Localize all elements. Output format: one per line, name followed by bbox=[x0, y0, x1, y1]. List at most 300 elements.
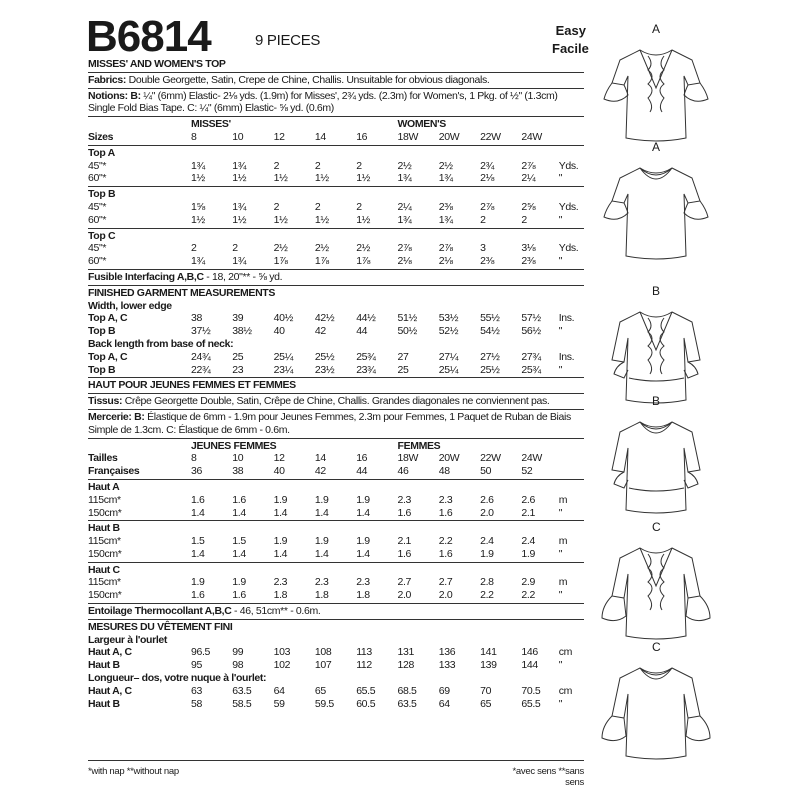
row-value: 1¾ bbox=[438, 172, 453, 185]
row-value: 2 bbox=[356, 200, 362, 213]
row-value: 1.9 bbox=[356, 493, 370, 506]
row-value: 133 bbox=[438, 659, 456, 672]
section-block bbox=[88, 228, 584, 269]
row-value: 136 bbox=[438, 646, 456, 659]
row-label: 115cm* bbox=[88, 493, 121, 506]
garment-outline bbox=[612, 168, 700, 259]
top-view-a-illustration bbox=[596, 156, 726, 274]
top-view-c-illustration bbox=[596, 656, 726, 774]
row-value: 2.6 bbox=[521, 493, 535, 506]
row-label: Sizes bbox=[88, 130, 114, 143]
row-unit: " bbox=[558, 697, 563, 710]
row-value: 1.6 bbox=[397, 547, 412, 560]
info-paragraph bbox=[88, 74, 584, 87]
row-value: 65.5 bbox=[356, 684, 376, 697]
subheading: Haut C bbox=[88, 563, 120, 576]
row-unit: m bbox=[558, 576, 568, 589]
section-block bbox=[88, 479, 584, 520]
row-value: 113 bbox=[356, 646, 372, 659]
row-value: 16 bbox=[356, 452, 368, 465]
subheading: Largeur à l'ourlet bbox=[88, 633, 168, 646]
row-value: 2.9 bbox=[521, 576, 535, 589]
table-row bbox=[88, 160, 584, 173]
piece-count: 9 PIECES bbox=[255, 32, 321, 49]
row-value: 107 bbox=[314, 659, 332, 672]
row-value: 1.6 bbox=[438, 547, 453, 560]
row-value: 1.8 bbox=[314, 589, 329, 602]
row-value: 64 bbox=[273, 684, 285, 697]
row-value: 2.3 bbox=[397, 493, 412, 506]
paragraph-text: Crêpe Georgette Double, Satin, Crêpe de Chine, Challis. Grandes diagonales ne conviennent pas. bbox=[122, 395, 550, 408]
row-value: 146 bbox=[521, 646, 538, 659]
row-value: 14 bbox=[314, 130, 326, 143]
row-value: 2.4 bbox=[480, 535, 494, 548]
table-row bbox=[88, 452, 584, 465]
row-value: 16 bbox=[356, 130, 368, 143]
row-value: 2½ bbox=[273, 242, 288, 255]
row-value: 2.3 bbox=[273, 576, 288, 589]
row-value: 1⅞ bbox=[314, 255, 329, 268]
row-value: 1.6 bbox=[232, 493, 246, 506]
row-value: 2 bbox=[273, 200, 280, 213]
row-value: 1.9 bbox=[314, 535, 329, 548]
paragraph-label: Tissus: bbox=[88, 395, 123, 408]
row-value: 2 bbox=[191, 242, 197, 255]
row-value: 36 bbox=[191, 465, 202, 478]
paragraph-label: Fusible Interfacing A,B,C bbox=[88, 270, 204, 283]
section-block bbox=[88, 603, 584, 619]
row-label: Haut A, C bbox=[88, 646, 132, 659]
row-value: 59 bbox=[273, 697, 285, 710]
divider bbox=[88, 760, 584, 761]
row-value: 25¾ bbox=[521, 363, 541, 376]
table-row bbox=[88, 325, 584, 338]
paragraph-label: Entoilage Thermocollant A,B,C bbox=[88, 605, 232, 618]
row-value: 63.5 bbox=[397, 697, 417, 710]
table-row bbox=[88, 548, 584, 561]
row-value: 2⅞ bbox=[397, 242, 412, 255]
row-value: 44 bbox=[356, 325, 368, 338]
subheading: Top A bbox=[88, 146, 115, 159]
row-value: 53½ bbox=[438, 312, 459, 325]
table-row bbox=[88, 214, 584, 227]
section-block bbox=[88, 438, 584, 479]
row-value: 1½ bbox=[314, 213, 329, 226]
row-unit: " bbox=[558, 255, 563, 268]
row-label: 150cm* bbox=[88, 506, 122, 519]
row-value: 1.5 bbox=[232, 535, 246, 548]
row-value: 1¾ bbox=[232, 255, 247, 268]
row-value: 38½ bbox=[232, 325, 252, 338]
row-value: 2½ bbox=[397, 159, 412, 172]
row-value: 2⅞ bbox=[438, 242, 453, 255]
row-value: 39 bbox=[232, 312, 244, 325]
row-value: 25¼ bbox=[438, 363, 459, 376]
row-value: 8 bbox=[191, 130, 197, 143]
row-value: 2.0 bbox=[397, 589, 412, 602]
row-value: 12 bbox=[273, 452, 285, 465]
top-view-a-illustration bbox=[596, 38, 726, 156]
row-value: 1.4 bbox=[191, 547, 205, 560]
row-value: 139 bbox=[480, 659, 497, 672]
row-value: 55½ bbox=[480, 312, 500, 325]
row-value: 22W bbox=[480, 452, 501, 465]
row-value: 1½ bbox=[314, 172, 329, 185]
row-label: Françaises bbox=[88, 465, 140, 478]
garment-outline bbox=[612, 548, 700, 639]
table-row bbox=[88, 351, 584, 364]
row-value: 2⅜ bbox=[438, 200, 453, 213]
row-value: 2.8 bbox=[480, 576, 494, 589]
row-value: 1.9 bbox=[191, 576, 205, 589]
row-value: 24W bbox=[521, 130, 542, 143]
row-value: 2⅞ bbox=[480, 200, 494, 213]
row-label: Top A, C bbox=[88, 312, 128, 325]
row-value: 2 bbox=[314, 159, 321, 172]
row-value: 44½ bbox=[356, 312, 376, 325]
row-label: 115cm* bbox=[88, 576, 121, 589]
subheading: Longueur– dos, votre nuque à l'ourlet: bbox=[88, 672, 267, 685]
row-value: 40½ bbox=[273, 312, 293, 325]
row-value: 2¼ bbox=[521, 172, 536, 185]
row-value: 1½ bbox=[191, 213, 205, 226]
section-block bbox=[88, 520, 584, 561]
row-label: Top B bbox=[88, 325, 116, 338]
row-value: 57½ bbox=[521, 312, 541, 325]
table-row bbox=[88, 242, 584, 255]
row-label: 150cm* bbox=[88, 589, 122, 602]
row-value: 2.2 bbox=[521, 589, 535, 602]
row-value: 1⅞ bbox=[273, 255, 288, 268]
row-value: 2.2 bbox=[480, 589, 494, 602]
row-unit: " bbox=[558, 325, 563, 338]
row-value: 1.6 bbox=[191, 493, 205, 506]
row-label: 45"* bbox=[88, 200, 107, 213]
size-group-header bbox=[88, 440, 584, 453]
row-value: 51½ bbox=[397, 312, 417, 325]
row-value: 20W bbox=[438, 130, 460, 143]
row-value: 1¾ bbox=[191, 255, 205, 268]
row-label: Tailles bbox=[88, 452, 118, 465]
row-value: 2⅛ bbox=[438, 255, 453, 268]
row-unit: " bbox=[558, 547, 563, 560]
row-value: 18W bbox=[397, 452, 419, 465]
table-row bbox=[88, 172, 584, 185]
row-value: 1.4 bbox=[232, 506, 246, 519]
row-value: 63 bbox=[191, 684, 202, 697]
size-group-label: JEUNES FEMMES bbox=[191, 439, 277, 452]
row-value: 27¾ bbox=[521, 350, 541, 363]
row-label: 115cm* bbox=[88, 535, 121, 548]
row-value: 42½ bbox=[314, 312, 335, 325]
section-block bbox=[88, 72, 584, 88]
row-unit: " bbox=[558, 172, 563, 185]
row-value: 23 bbox=[232, 363, 244, 376]
row-value: 27½ bbox=[480, 350, 500, 363]
row-value: 52½ bbox=[438, 325, 459, 338]
row-value: 70.5 bbox=[521, 684, 541, 697]
row-value: 59.5 bbox=[314, 697, 334, 710]
subheading: Back length from base of neck: bbox=[88, 337, 234, 350]
section-block bbox=[88, 145, 584, 186]
row-value: 2.7 bbox=[438, 576, 453, 589]
section-heading: MESURES DU VÊTEMENT FINI bbox=[88, 620, 233, 633]
row-value: 65 bbox=[314, 684, 326, 697]
row-value: 1½ bbox=[273, 213, 288, 226]
row-value: 2.3 bbox=[438, 493, 453, 506]
table-row bbox=[88, 646, 584, 659]
row-value: 1⅞ bbox=[356, 255, 371, 268]
row-value: 25 bbox=[397, 363, 409, 376]
row-value: 52 bbox=[521, 465, 533, 478]
row-value: 23¾ bbox=[356, 363, 376, 376]
row-value: 141 bbox=[480, 646, 497, 659]
row-value: 96.5 bbox=[191, 646, 211, 659]
row-value: 98 bbox=[232, 659, 244, 672]
row-value: 1¾ bbox=[191, 159, 205, 172]
row-value: 1.9 bbox=[521, 547, 535, 560]
garment-outline bbox=[612, 668, 700, 759]
row-value: 58.5 bbox=[232, 697, 252, 710]
row-value: 2 bbox=[521, 213, 527, 226]
row-value: 1.6 bbox=[438, 506, 453, 519]
row-value: 3⅛ bbox=[521, 242, 536, 255]
table-row bbox=[88, 255, 584, 268]
row-value: 1¾ bbox=[232, 159, 247, 172]
row-value: 1.4 bbox=[232, 547, 246, 560]
info-paragraph bbox=[88, 271, 584, 284]
table-row bbox=[88, 494, 584, 507]
section-block bbox=[88, 377, 584, 393]
row-unit: cm bbox=[558, 684, 572, 697]
row-value: 2¼ bbox=[397, 200, 412, 213]
size-group-label: MISSES' bbox=[191, 118, 231, 131]
row-value: 8 bbox=[191, 452, 197, 465]
row-value: 2 bbox=[356, 159, 362, 172]
row-value: 22W bbox=[480, 130, 501, 143]
row-value: 48 bbox=[438, 465, 450, 478]
row-value: 50½ bbox=[397, 325, 417, 338]
row-value: 1½ bbox=[273, 172, 288, 185]
row-value: 24¾ bbox=[191, 350, 211, 363]
row-value: 70 bbox=[480, 684, 492, 697]
paragraph-text: - 46, 51cm** - 0.6m. bbox=[231, 605, 321, 618]
row-value: 56½ bbox=[521, 325, 541, 338]
row-value: 60.5 bbox=[356, 697, 376, 710]
row-value: 1.4 bbox=[273, 506, 288, 519]
row-value: 64 bbox=[438, 697, 450, 710]
top-view-b-illustration bbox=[596, 300, 726, 418]
row-value: 2.4 bbox=[521, 535, 535, 548]
row-value: 1.8 bbox=[273, 589, 288, 602]
garment-outline bbox=[612, 312, 700, 403]
section-block bbox=[88, 562, 584, 603]
row-value: 1.9 bbox=[232, 576, 246, 589]
row-value: 2½ bbox=[438, 159, 453, 172]
row-value: 2⅞ bbox=[521, 159, 536, 172]
row-value: 144 bbox=[521, 659, 538, 672]
row-value: 54½ bbox=[480, 325, 500, 338]
row-value: 112 bbox=[356, 659, 372, 672]
table-row bbox=[88, 589, 584, 602]
row-value: 1.9 bbox=[356, 535, 370, 548]
subheading: Width, lower edge bbox=[88, 299, 172, 312]
row-value: 46 bbox=[397, 465, 409, 478]
row-value: 1.4 bbox=[356, 506, 370, 519]
row-label: 60"* bbox=[88, 172, 107, 185]
row-value: 18W bbox=[397, 130, 419, 143]
row-value: 1.5 bbox=[191, 535, 205, 548]
row-value: 1½ bbox=[191, 172, 205, 185]
row-value: 1.4 bbox=[273, 547, 288, 560]
paragraph-text: - 18, 20"** - ⅝ yd. bbox=[203, 270, 283, 283]
paragraph-text: ¼" (6mm) Elastic- 2⅛ yds. (1.9m) for Misses', 2¾ yds. (2.3m) for Women's, 1 Pkg. of ½" (1.3cm) Single Fold Bias Tape. C: ¼" (6mm) Elastic- ⅝ yd. (0.6m) bbox=[88, 89, 558, 115]
row-value: 25½ bbox=[480, 363, 500, 376]
section-heading: MISSES' AND WOMEN'S TOP bbox=[88, 58, 226, 70]
row-label: 45"* bbox=[88, 242, 107, 255]
paragraph-text: Élastique de 6mm - 1.9m pour Jeunes Femmes, 2.3m pour Femmes, 1 Paquet de Ruban de Biais Simple de 1.3cm. C: Élastique de 6mm - 0.6m. bbox=[88, 410, 571, 436]
row-value: 50 bbox=[480, 465, 492, 478]
row-value: 27¼ bbox=[438, 350, 459, 363]
view-letter: A bbox=[652, 140, 661, 154]
table-row bbox=[88, 131, 584, 144]
row-value: 65 bbox=[480, 697, 492, 710]
row-unit: Yds. bbox=[558, 159, 579, 172]
row-label: Haut B bbox=[88, 697, 120, 710]
row-unit: " bbox=[558, 506, 563, 519]
paragraph-text: Double Georgette, Satin, Crepe de Chine, Challis. Unsuitable for obvious diagonals. bbox=[126, 73, 490, 86]
row-value: 2 bbox=[480, 213, 486, 226]
row-value: 108 bbox=[314, 646, 332, 659]
row-value: 20W bbox=[438, 452, 460, 465]
garment-outline bbox=[612, 422, 700, 513]
row-unit: cm bbox=[558, 646, 572, 659]
row-unit: " bbox=[558, 363, 563, 376]
row-value: 1½ bbox=[356, 172, 371, 185]
row-value: 44 bbox=[356, 465, 368, 478]
row-value: 2.3 bbox=[356, 576, 370, 589]
row-value: 40 bbox=[273, 325, 285, 338]
row-value: 1½ bbox=[232, 213, 247, 226]
row-value: 2.1 bbox=[521, 506, 535, 519]
row-value: 2.6 bbox=[480, 493, 494, 506]
table-row bbox=[88, 659, 584, 672]
section-heading: HAUT POUR JEUNES FEMMES ET FEMMES bbox=[88, 379, 296, 392]
row-unit: Yds. bbox=[558, 200, 579, 213]
row-value: 131 bbox=[397, 646, 414, 659]
info-paragraph bbox=[88, 90, 584, 116]
row-value: 2¾ bbox=[480, 159, 494, 172]
table-row bbox=[88, 312, 584, 325]
subheading: Haut B bbox=[88, 522, 120, 535]
row-value: 1¾ bbox=[232, 200, 247, 213]
row-label: Top B bbox=[88, 363, 116, 376]
row-value: 2.7 bbox=[397, 576, 412, 589]
row-value: 25¾ bbox=[356, 350, 376, 363]
row-unit: " bbox=[558, 213, 563, 226]
size-group-label: FEMMES bbox=[397, 439, 441, 452]
section-block bbox=[88, 619, 584, 712]
subheading: Top C bbox=[88, 229, 116, 242]
row-value: 2 bbox=[232, 242, 238, 255]
row-value: 1.6 bbox=[191, 589, 205, 602]
table-row bbox=[88, 465, 584, 478]
row-value: 1.9 bbox=[273, 493, 288, 506]
row-value: 3 bbox=[480, 242, 486, 255]
row-value: 1½ bbox=[232, 172, 247, 185]
row-label: 45"* bbox=[88, 159, 107, 172]
row-value: 102 bbox=[273, 659, 291, 672]
footnote-french: *avec sens **sans sens bbox=[512, 766, 584, 788]
table-row bbox=[88, 685, 584, 698]
row-value: 27 bbox=[397, 350, 409, 363]
row-value: 25½ bbox=[314, 350, 335, 363]
row-label: 60"* bbox=[88, 213, 107, 226]
view-letter: B bbox=[652, 394, 661, 408]
section-block bbox=[88, 88, 584, 117]
section-block bbox=[88, 409, 584, 438]
row-value: 1¾ bbox=[438, 213, 453, 226]
view-letter: B bbox=[652, 284, 661, 298]
row-unit: Yds. bbox=[558, 242, 579, 255]
row-value: 2⅜ bbox=[521, 255, 536, 268]
row-value: 10 bbox=[232, 130, 244, 143]
info-paragraph bbox=[88, 605, 584, 618]
row-value: 2⅝ bbox=[521, 200, 536, 213]
row-value: 99 bbox=[232, 646, 244, 659]
view-letter: A bbox=[652, 22, 661, 36]
row-value: 1.4 bbox=[314, 547, 329, 560]
row-value: 22¾ bbox=[191, 363, 211, 376]
row-unit: m bbox=[558, 535, 568, 548]
row-value: 37½ bbox=[191, 325, 211, 338]
row-unit: Ins. bbox=[558, 350, 575, 363]
section-block bbox=[88, 285, 584, 378]
top-view-c-illustration bbox=[596, 536, 726, 654]
row-value: 38 bbox=[191, 312, 202, 325]
row-value: 10 bbox=[232, 452, 244, 465]
difficulty-label bbox=[552, 22, 589, 58]
row-value: 1½ bbox=[356, 213, 371, 226]
table-row bbox=[88, 535, 584, 548]
subheading: Top B bbox=[88, 188, 116, 201]
row-value: 1.6 bbox=[397, 506, 412, 519]
section-block bbox=[88, 186, 584, 227]
row-value: 2½ bbox=[314, 242, 329, 255]
info-paragraph bbox=[88, 411, 584, 437]
row-value: 2.0 bbox=[438, 589, 453, 602]
row-value: 58 bbox=[191, 697, 202, 710]
table-row bbox=[88, 576, 584, 589]
row-unit: " bbox=[558, 589, 563, 602]
footnote-english: *with nap **without nap bbox=[88, 766, 179, 777]
row-value: 1¾ bbox=[397, 213, 412, 226]
row-value: 2 bbox=[314, 200, 321, 213]
difficulty-fr: Facile bbox=[552, 41, 589, 56]
row-value: 2⅛ bbox=[480, 172, 494, 185]
row-value: 1.9 bbox=[273, 535, 288, 548]
row-value: 25 bbox=[232, 350, 244, 363]
row-value: 24W bbox=[521, 452, 542, 465]
row-value: 38 bbox=[232, 465, 244, 478]
size-group-label: WOMEN'S bbox=[397, 118, 446, 131]
size-group-header bbox=[88, 118, 584, 131]
top-view-b-illustration bbox=[596, 410, 726, 528]
garment-outline bbox=[612, 50, 700, 141]
row-unit: m bbox=[558, 493, 568, 506]
row-value: 2.2 bbox=[438, 535, 453, 548]
row-value: 23¼ bbox=[273, 363, 293, 376]
